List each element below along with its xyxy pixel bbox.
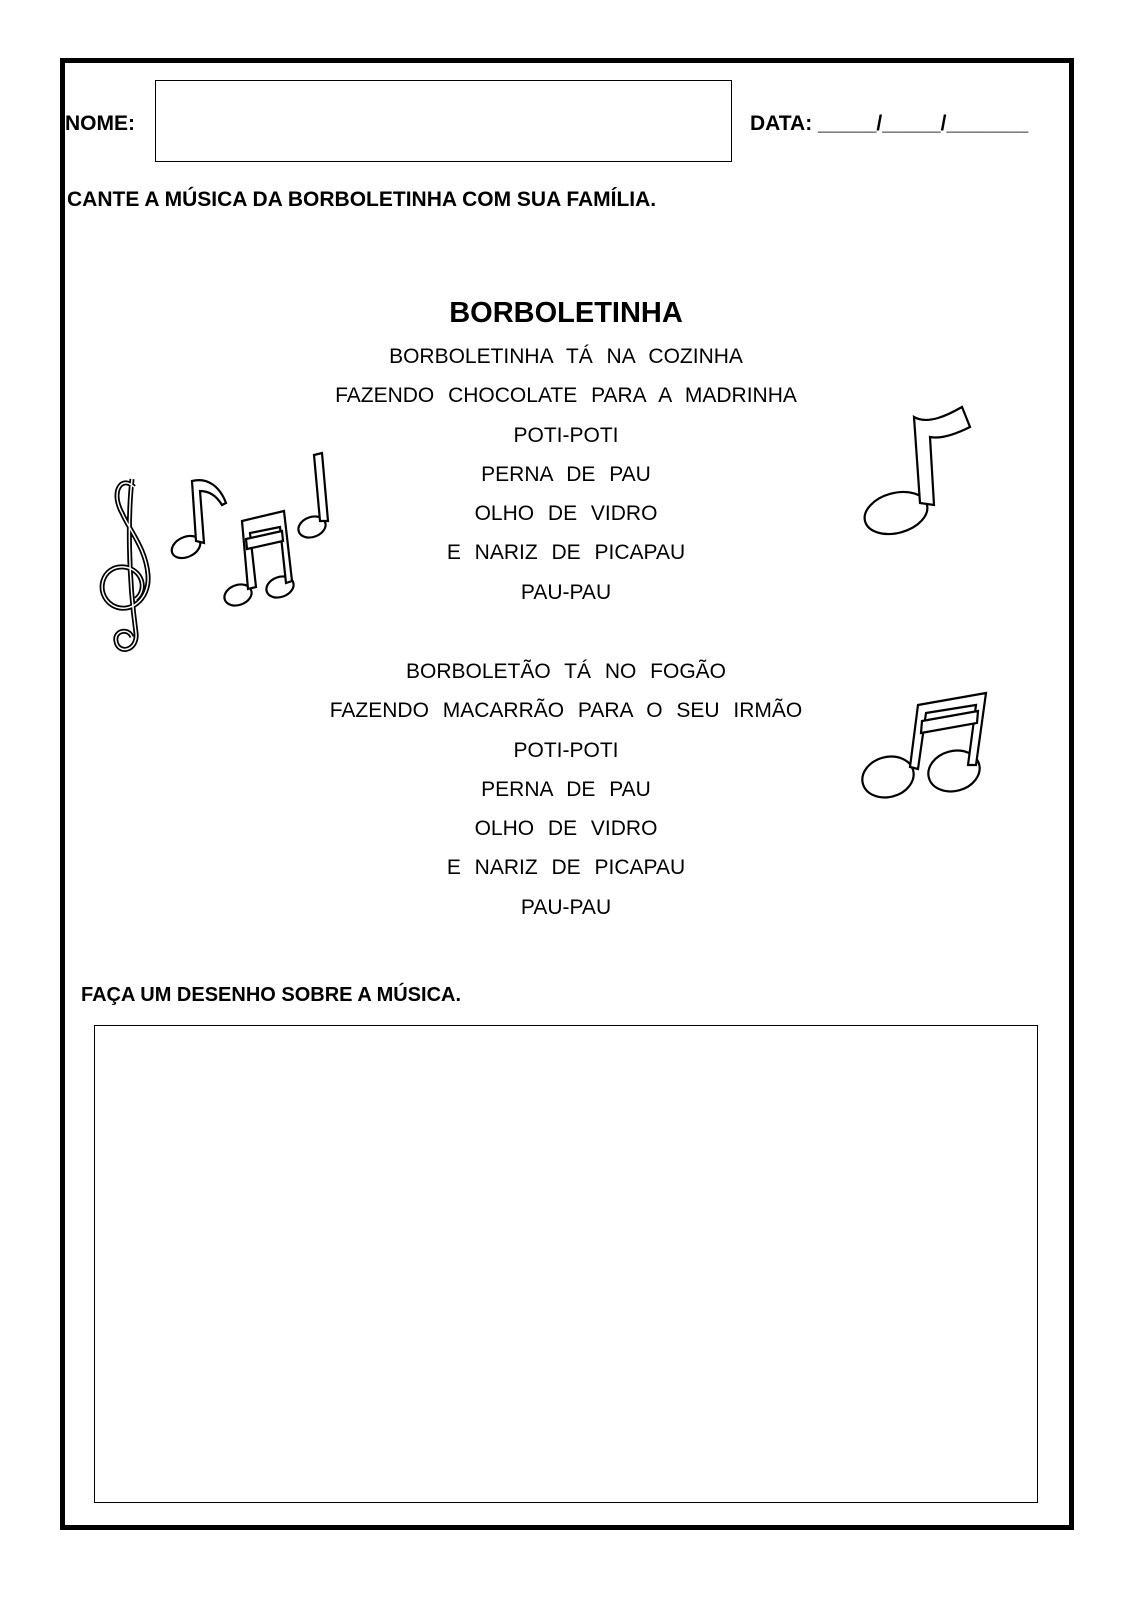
verse-line: POTI-POTI — [513, 423, 619, 447]
drawing-area[interactable] — [94, 1025, 1038, 1503]
verse-line: E NARIZ DE PICAPAU — [446, 856, 686, 880]
verse-line: PAU-PAU — [520, 895, 612, 919]
verse-line: PAU-PAU — [520, 580, 612, 604]
song-title: BORBOLETINHA — [449, 297, 683, 329]
verse-line: POTI-POTI — [513, 738, 619, 762]
verse-line: BORBOLETÃO TÁ NO FOGÃO — [406, 660, 726, 683]
verse-line: PERNA DE PAU — [481, 462, 651, 486]
double-note-icon — [858, 695, 1008, 815]
name-label: NOME: — [65, 112, 135, 135]
verse-line: FAZENDO CHOCOLATE PARA A MADRINHA — [335, 384, 797, 408]
flag-note-icon — [858, 385, 998, 565]
treble-clef-icon — [102, 479, 148, 649]
draw-instruction: FAÇA UM DESENHO SOBRE A MÚSICA. — [81, 984, 462, 1006]
verse-line: PERNA DE PAU — [481, 777, 651, 801]
verse-line: OLHO DE VIDRO — [474, 817, 658, 841]
eighth-note-icon — [168, 480, 226, 562]
beamed-notes-icon — [221, 511, 296, 609]
name-field[interactable] — [155, 80, 732, 162]
verse-2 — [166, 652, 966, 927]
verse-line: BORBOLETINHA TÁ NA COZINHA — [389, 345, 743, 368]
music-notes-cluster-icon — [88, 455, 358, 655]
date-field[interactable]: DATA: _____/_____/_______ — [750, 112, 1029, 135]
verse-line: FAZENDO MACARRÃO PARA O SEU IRMÃO — [329, 699, 803, 723]
quarter-note-icon — [295, 453, 328, 541]
verse-line: E NARIZ DE PICAPAU — [446, 541, 686, 565]
sing-instruction: CANTE A MÚSICA DA BORBOLETINHA COM SUA FAMÍLIA. — [67, 188, 657, 211]
verse-line: OLHO DE VIDRO — [474, 502, 658, 526]
